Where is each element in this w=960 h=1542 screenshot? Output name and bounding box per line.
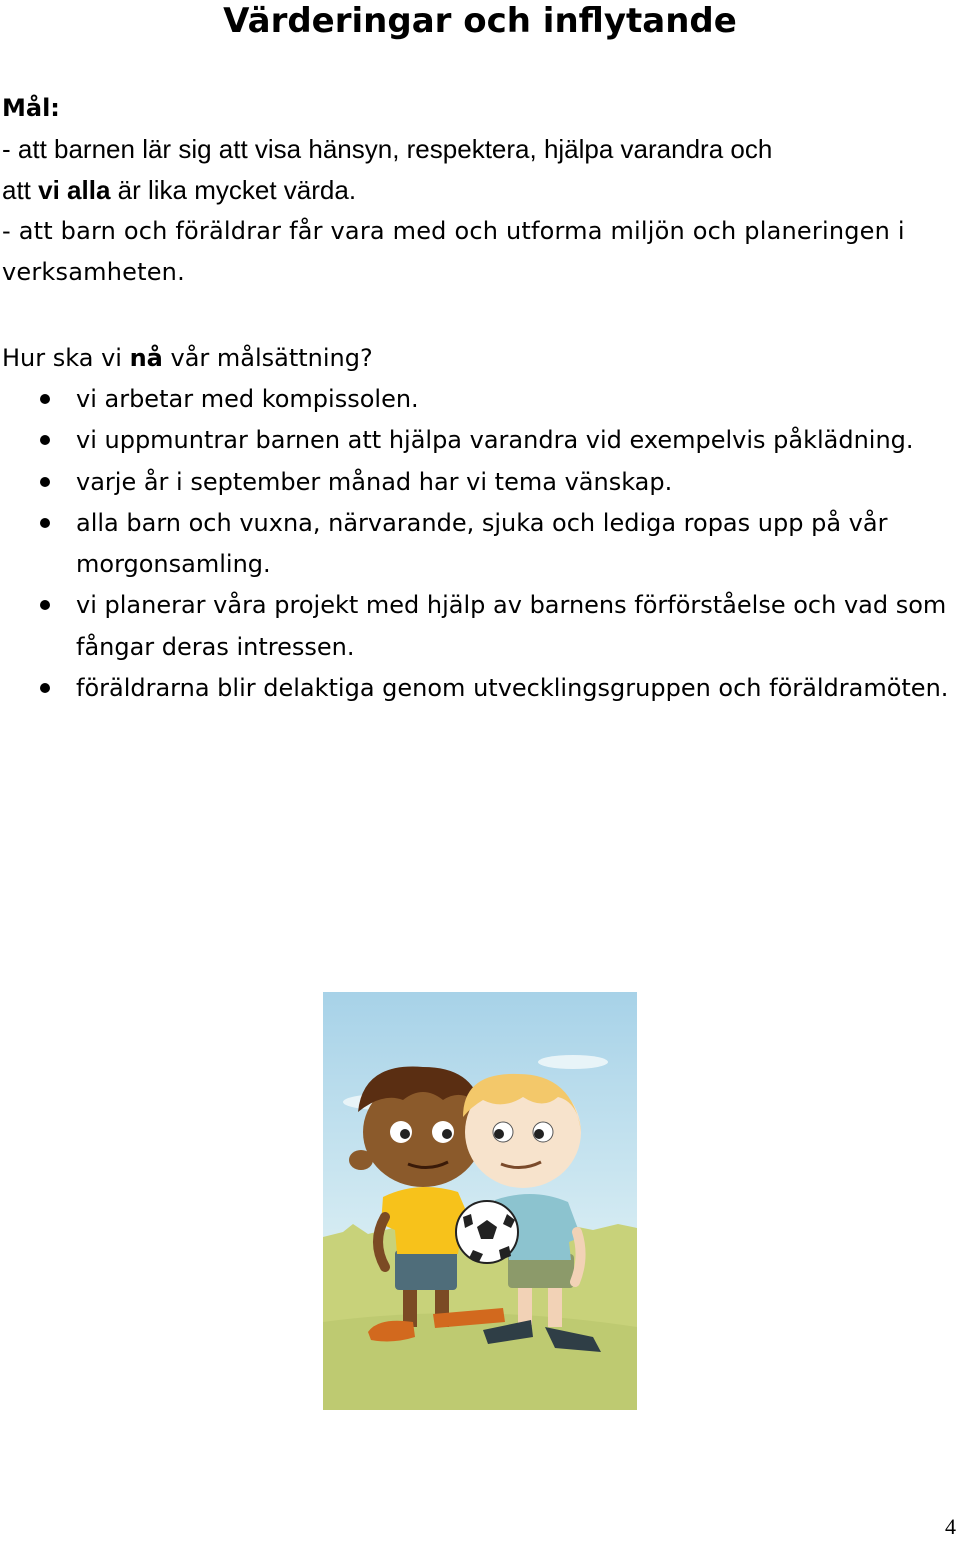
- how-post: vår målsättning?: [162, 344, 373, 372]
- goals-label: Mål:: [2, 94, 60, 122]
- goal-1-line-a: - att barnen lär sig att visa hänsyn, respektera, hjälpa varandra och: [2, 134, 773, 164]
- goal-1-pre: att: [2, 175, 39, 205]
- goal-2: - att barn och föräldrar får vara med och utforma miljön och planeringen i verksamheten.: [2, 217, 905, 286]
- bullet-icon: [40, 394, 50, 404]
- goal-1: [2, 129, 952, 211]
- shorts: [395, 1250, 457, 1290]
- bullet-icon: [40, 683, 50, 693]
- arm: [575, 1232, 581, 1282]
- ear: [349, 1150, 373, 1170]
- list-item: [0, 379, 960, 420]
- how-pre: Hur ska vi: [2, 344, 130, 372]
- list-item-text: vi planerar våra projekt med hjälp av barnens förförståelse och vad som fångar deras intressen.: [76, 591, 947, 661]
- goal-1-bold: vi alla: [38, 175, 111, 205]
- list-item: [0, 462, 960, 503]
- goal-1-post: är lika mycket värda.: [110, 175, 357, 205]
- list-item: [0, 420, 960, 461]
- pupil: [442, 1129, 452, 1139]
- children-football-illustration: [323, 992, 637, 1410]
- list-item-text: varje år i september månad har vi tema vänskap.: [76, 467, 673, 496]
- cloud: [538, 1055, 608, 1069]
- method-list: [0, 379, 960, 709]
- bullet-icon: [40, 477, 50, 487]
- how-bold: nå: [129, 344, 163, 372]
- how-question: [2, 338, 952, 379]
- grass-shade: [323, 1313, 637, 1410]
- list-item: [0, 503, 960, 586]
- page-title: Värderingar och inflytande: [223, 1, 737, 41]
- bullet-icon: [40, 518, 50, 528]
- list-item-text: vi uppmuntrar barnen att hjälpa varandra vid exempelvis påklädning.: [76, 426, 914, 455]
- pupil: [534, 1129, 544, 1139]
- bullet-icon: [40, 435, 50, 445]
- pupil: [400, 1129, 410, 1139]
- goals-section: [2, 88, 952, 293]
- page-number: 4: [945, 1514, 956, 1539]
- list-item-text: föräldrarna blir delaktiga genom utvecklingsgruppen och föräldramöten.: [76, 674, 949, 703]
- bullet-icon: [40, 600, 50, 610]
- list-item: [0, 668, 960, 709]
- list-item-text: alla barn och vuxna, närvarande, sjuka och lediga ropas upp på vår morgonsamling.: [76, 508, 888, 579]
- list-item-text: vi arbetar med kompissolen.: [76, 385, 419, 413]
- pupil: [494, 1129, 504, 1139]
- list-item: [0, 585, 960, 668]
- goal-1-line-b: [2, 170, 952, 211]
